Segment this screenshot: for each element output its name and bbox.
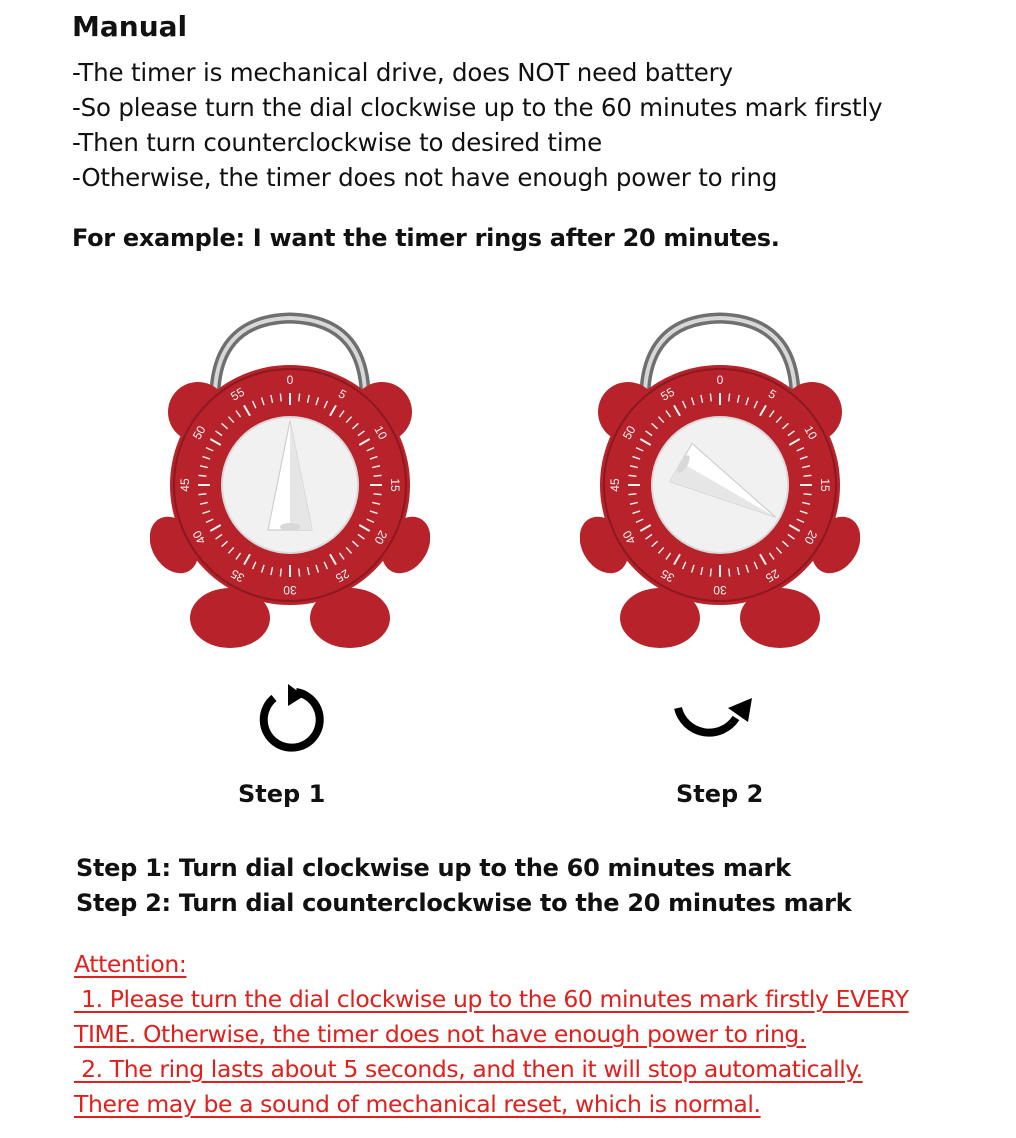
dial-label: 30 [283,582,297,597]
dial-tick [374,494,382,495]
dial-tick [280,394,281,402]
dial-tick [374,475,382,476]
counterclockwise-curve-arrow-icon [670,684,750,764]
dial-tick [199,475,207,476]
dial-label: 30 [713,582,727,597]
dial-label: 35 [228,566,247,586]
dial-label: 35 [658,566,677,586]
dial-tick [804,475,812,476]
summary-step-2: Step 2: Turn dial counterclockwise to the 20 minutes mark [76,889,852,917]
timer-image-step-2 [580,300,860,650]
dial-label: 40 [619,528,639,547]
dial-label: 20 [371,528,391,547]
dial-label: 25 [333,566,352,586]
dial-label: 25 [763,566,782,586]
dial-label: 15 [817,478,832,492]
dial-tick [629,494,637,495]
manual-line-3: -Then turn counterclockwise to desired time [72,128,602,157]
dial-label: 45 [178,478,193,492]
dial-tick [729,394,730,402]
attention-line-1: 1. Please turn the dial clockwise up to the 60 minutes mark firstly EVERY [74,985,909,1013]
dial-tick [299,569,300,577]
step-2-label: Step 2 [676,780,764,808]
manual-line-1: -The timer is mechanical drive, does NOT need battery [72,58,733,87]
dial-label: 10 [371,423,391,442]
dial-label: 50 [189,423,209,442]
dial-label: 10 [801,423,821,442]
dial-tick [804,494,812,495]
dial-label: 0 [286,373,294,388]
attention-line-2: TIME. Otherwise, the timer does not have enough power to ring. [74,1020,807,1048]
timer-image-step-1 [150,300,430,650]
dial-label: 55 [228,384,247,404]
manual-line-4: -Otherwise, the timer does not have enough power to ring [72,163,778,192]
dial-label: 55 [658,384,677,404]
manual-title: Manual [72,10,188,43]
dial-tick [280,569,281,577]
dial-label: 5 [336,386,349,402]
manual-line-2: -So please turn the dial clockwise up to the 60 minutes mark firstly [72,93,883,122]
clockwise-circle-arrow-icon [248,678,328,758]
dial-label: 15 [387,478,402,492]
dial-tick [629,475,637,476]
dial-label: 40 [189,528,209,547]
attention-line-4: There may be a sound of mechanical reset, which is normal. [74,1090,761,1118]
dial-tick [199,494,207,495]
dial-label: 0 [716,373,724,388]
dial-label: 50 [619,423,639,442]
attention-line-3: 2. The ring lasts about 5 seconds, and then it will stop automatically. [74,1055,863,1083]
example-text: For example: I want the timer rings after 20 minutes. [72,224,780,252]
dial-tick [710,569,711,577]
dial-label: 5 [766,386,779,402]
dial-tick [729,569,730,577]
dial-tick [299,394,300,402]
dial-tick [710,394,711,402]
dial-label: 20 [801,528,821,547]
dial-label: 45 [608,478,623,492]
summary-step-1: Step 1: Turn dial clockwise up to the 60 minutes mark [76,854,791,882]
step-1-label: Step 1 [238,780,326,808]
attention-heading: Attention: [74,950,187,978]
